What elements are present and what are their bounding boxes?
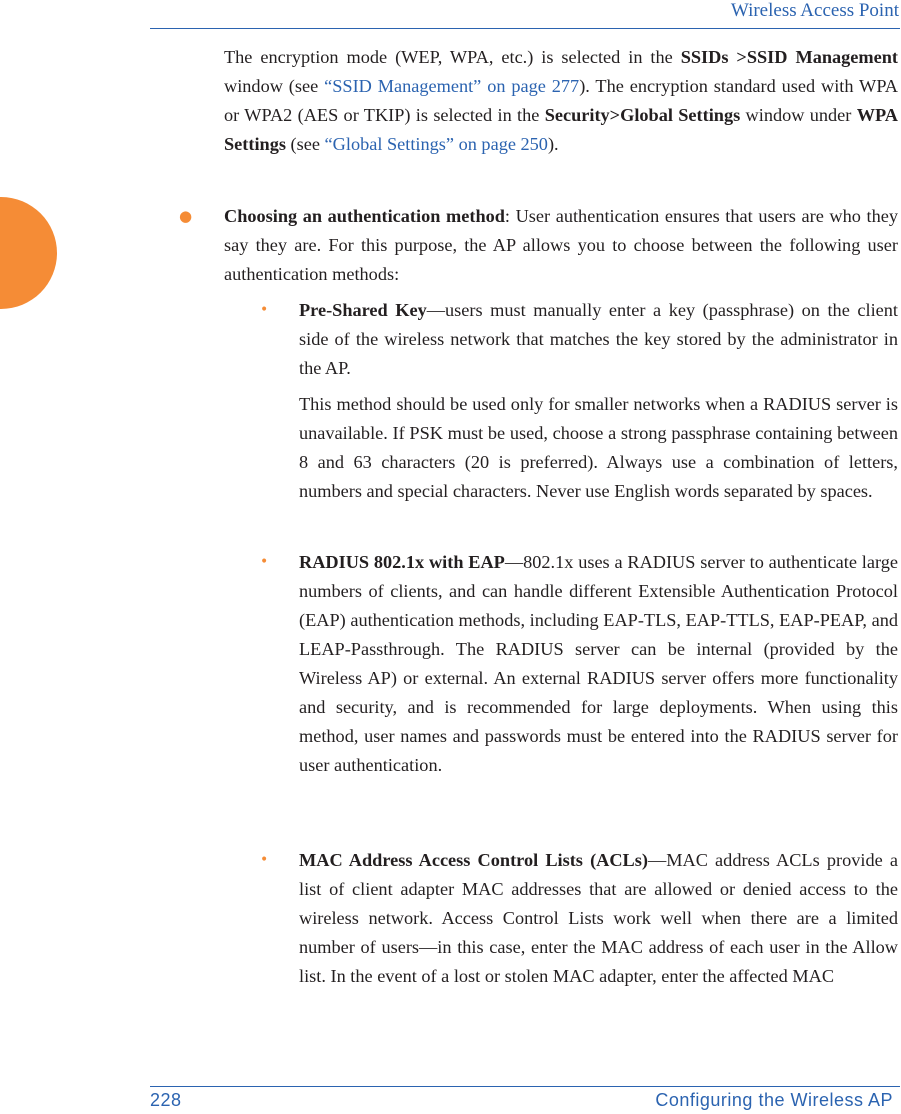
auth-method-heading: Choosing an authentication method bbox=[224, 206, 505, 226]
bullet-icon: • bbox=[260, 554, 269, 570]
global-settings-link[interactable]: “Global Settings” on page 250 bbox=[324, 134, 548, 154]
mac-acl-heading: MAC Address Access Control Lists (ACLs) bbox=[299, 850, 648, 870]
running-header-title: Wireless Access Point bbox=[730, 0, 899, 21]
ssid-management-menu-path: SSIDs >SSID Management bbox=[680, 47, 899, 67]
bullet-icon: ● bbox=[179, 207, 193, 225]
wpa-settings-label: WPA Settings bbox=[224, 105, 898, 154]
section-title: Configuring the Wireless AP bbox=[655, 1090, 893, 1110]
psk-item: Pre-Shared Key—users must manually enter a key (passphrase) on the client side of the wireless network that matches the key stored by the administrator in the AP. bbox=[299, 300, 898, 378]
header-rule bbox=[150, 28, 900, 29]
auth-method-paragraph: Choosing an authentication method: User authentication ensures that users are who they say they are. For this purpose, the AP allows you to choose between the following user authentication methods: bbox=[224, 206, 898, 284]
psk-heading: Pre-Shared Key bbox=[299, 300, 427, 320]
global-settings-menu-path: Security>Global Settings bbox=[544, 105, 741, 125]
intro-paragraph: The encryption mode (WEP, WPA, etc.) is selected in the SSIDs >SSID Management window (see “SSID Management” on page 277). The encryption standard used with WPA or WPA2 (AES or TKIP) is selected in the Security>Global Settings window under WPA Settings (see “Global Settings” on page 250). bbox=[224, 47, 899, 154]
page-number: 228 bbox=[150, 1090, 182, 1110]
psk-note: This method should be used only for smaller networks when a RADIUS server is unavailable. If PSK must be used, choose a strong passphrase containing between 8 and 63 characters (20 is preferred). Always use a combination of letters, numbers and special characters. Never use English words separated by spaces. bbox=[299, 394, 898, 501]
bullet-icon: • bbox=[260, 852, 269, 868]
bullet-icon: • bbox=[260, 302, 269, 318]
radius-heading: RADIUS 802.1x with EAP bbox=[299, 552, 505, 572]
radius-item: RADIUS 802.1x with EAP—802.1x uses a RADIUS server to authenticate large numbers of clients, and can handle different Extensible Authentication Protocol (EAP) authentication methods, including EAP-TLS, EAP-TTLS, EAP-PEAP, and LEAP-Passthrough. The RADIUS server can be internal (provided by the Wireless AP) or external. An external RADIUS server offers more functionality and security, and is recommended for large deployments. When using this method, user names and passwords must be entered into the RADIUS server for user authentication. bbox=[299, 552, 898, 775]
mac-acl-item: MAC Address Access Control Lists (ACLs)—MAC address ACLs provide a list of client adapter MAC addresses that are allowed or denied access to the wireless network. Access Control Lists work well when there are a limited number of users—in this case, enter the MAC address of each user in the Allow list. In the event of a lost or stolen MAC adapter, enter the affected MAC bbox=[299, 850, 898, 986]
chapter-tab-marker bbox=[0, 197, 57, 309]
footer-rule bbox=[150, 1086, 900, 1087]
ssid-management-link[interactable]: “SSID Management” on page 277 bbox=[324, 76, 580, 96]
